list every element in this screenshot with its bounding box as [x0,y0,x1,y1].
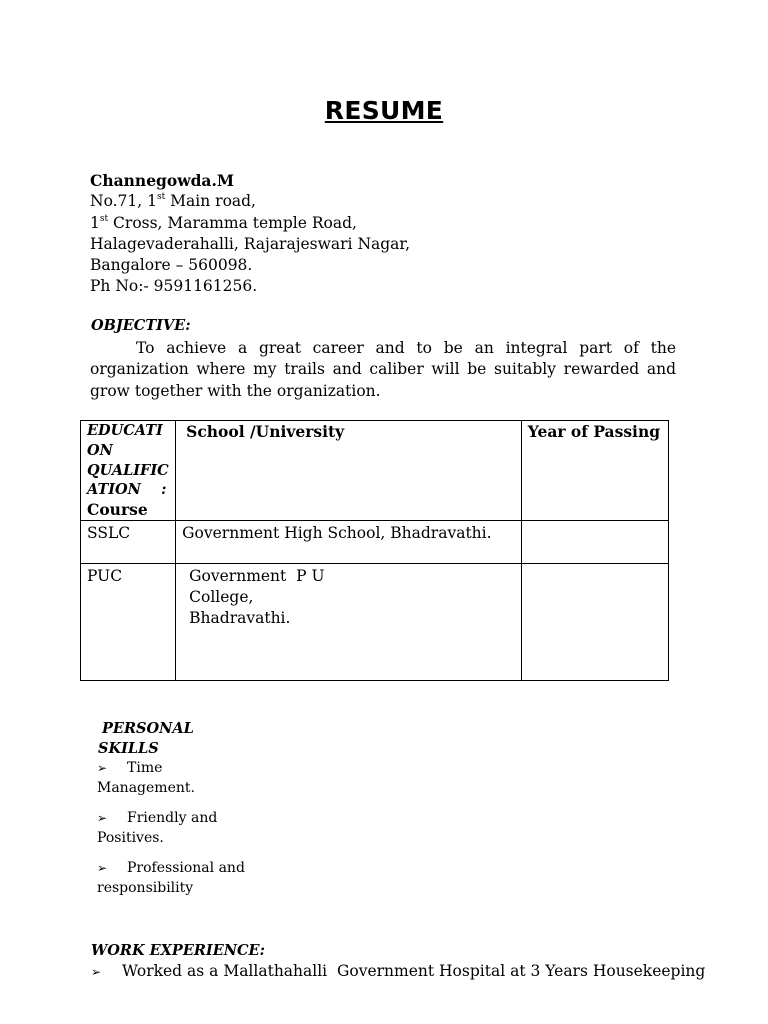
arrowhead-bullet-icon: ➢ [91,965,102,979]
personal-skills-heading-line: SKILLS [98,739,159,757]
work-experience-text: Worked as a Mallathahalli Government Hospital at 3 Years Housekeeping [122,962,706,980]
address-line-2-text: 1 [90,213,100,232]
header-course: Course [87,500,148,520]
course-name: SSLC [87,524,131,542]
address-line-3: Halagevaderahalli, Rajarajeswari Nagar, [90,234,411,253]
course-name: PUC [87,567,123,585]
school-name: Government High School, Bhadravathi. [182,524,492,542]
school-name-line: College, [189,588,254,606]
ordinal-suffix: st [99,213,109,224]
table-header-row [81,421,669,521]
school-name-line: Government P U [189,567,325,585]
skill-text-cont: responsibility [97,880,194,896]
list-item [91,962,705,980]
course-cell [81,521,176,564]
phone-number: Ph No:- 9591161256. [90,277,258,296]
school-cell [176,521,522,564]
skill-text: Professional and [127,860,245,876]
objective-heading: OBJECTIVE: [91,317,191,334]
address-line-1-text: No.71, 1 [90,192,157,211]
personal-skills-heading-line: PERSONAL [102,720,194,737]
address-line-2-rest: Cross, Maramma temple Road, [108,213,357,232]
candidate-name: Channegowda.M [90,171,235,190]
address-line-1-rest: Main road, [165,192,256,211]
address-line-1 [90,191,410,212]
objective-text: To achieve a great career and to be an integral part of the organization where my trails and caliber will be suitably rewarded and grow together with the organization. [90,339,676,400]
address-line-4: Bangalore – 560098. [90,256,253,275]
skill-text-cont: Management. [97,780,195,796]
list-item [97,858,267,898]
course-cell [81,564,176,681]
work-experience-heading: WORK EXPERIENCE: [91,942,265,959]
list-item [97,808,267,848]
skill-text: Friendly and [127,810,218,826]
header-course-cell [81,421,176,521]
personal-skills-list [97,758,267,908]
resume-title: RESUME [324,96,444,125]
list-item [97,758,267,798]
arrowhead-bullet-icon: ➢ [97,861,108,875]
skill-text-cont: Positives. [97,830,164,846]
skill-text: Time [127,760,163,776]
header-school-cell: School /University [176,421,522,521]
year-cell [521,521,668,564]
personal-skills-heading [98,719,194,758]
arrowhead-bullet-icon: ➢ [97,761,108,775]
header-year-cell: Year of Passing [521,421,668,521]
table-row [81,521,669,564]
address-line-2 [90,213,410,234]
arrowhead-bullet-icon: ➢ [97,811,108,825]
contact-block [90,170,410,298]
header-label-line: QUALIFIC [87,461,169,479]
header-label-line: ATION : [87,481,167,499]
school-cell [176,564,522,681]
header-label-line: ON [87,441,113,459]
year-cell [521,564,668,681]
ordinal-suffix: st [157,192,166,203]
school-name [176,564,521,629]
school-name-line: Bhadravathi. [189,609,291,627]
header-label-line: EDUCATI [87,422,163,439]
education-table [80,420,669,681]
table-row [81,564,669,681]
